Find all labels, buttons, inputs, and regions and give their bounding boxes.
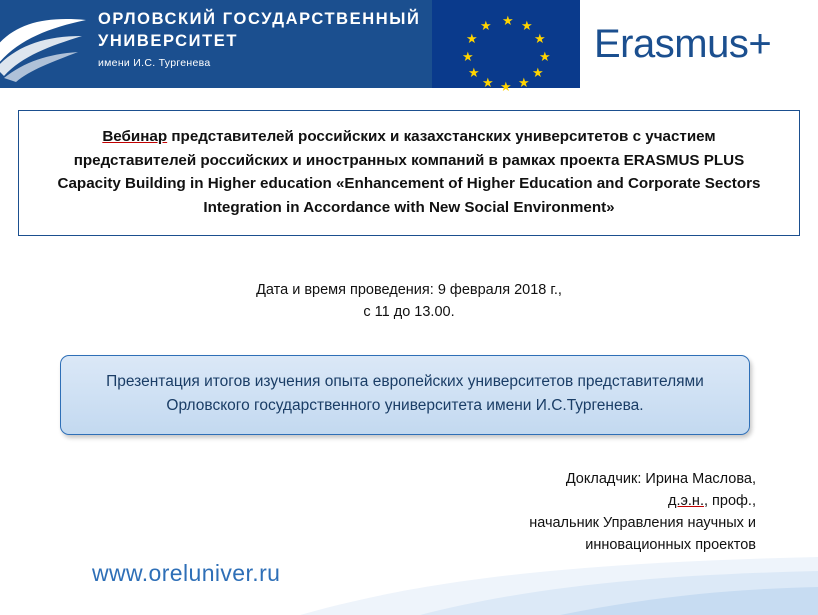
university-banner xyxy=(0,0,432,88)
university-name-line3: имени И.С. Тургенева xyxy=(98,57,211,69)
title-underlined-word: Вебинар xyxy=(102,128,168,145)
date-line: Дата и время проведения: 9 февраля 2018 г., xyxy=(256,282,562,298)
speaker-name: Докладчик: Ирина Маслова, xyxy=(565,471,756,487)
university-name-line2: УНИВЕРСИТЕТ xyxy=(98,32,239,50)
wave-swoosh-icon xyxy=(0,6,100,82)
speaker-degree-rest: , проф., xyxy=(703,493,756,510)
speaker-position-line1: начальник Управления научных и xyxy=(529,515,756,532)
presentation-highlight-box xyxy=(60,355,750,435)
speaker-degree xyxy=(336,490,756,512)
speaker-degree-abbrev: д.э.н. xyxy=(668,493,704,510)
university-name-line1: ОРЛОВСКИЙ ГОСУДАРСТВЕННЫЙ xyxy=(98,10,421,28)
webinar-title xyxy=(41,125,777,219)
title-rest: представителей российских и казахстанских университетов с участием представителей российских и иностранных компаний в рамках проекта ERASMUS PLUS Capacity Building in Higher education «Enhancement of Higher Education and Corporate Sectors Integration in Accordance with New Social Environment» xyxy=(57,128,761,216)
date-time-block xyxy=(0,280,818,324)
university-name xyxy=(98,10,421,69)
erasmus-wordmark: Erasmus+ xyxy=(594,21,772,66)
title-box xyxy=(18,110,800,236)
website-url[interactable]: www.oreluniver.ru xyxy=(92,560,281,586)
presentation-topic: Презентация итогов изучения опыта европейских университетов представителями Орловского государственного университета имени И.С.Тургенева. xyxy=(106,373,704,415)
page-footer xyxy=(0,523,818,615)
page-header xyxy=(0,0,818,94)
eu-flag-icon: ★ ★ ★ ★ ★ ★ ★ ★ ★ ★ ★ ★ xyxy=(432,0,580,88)
erasmus-banner xyxy=(432,0,818,94)
time-line: с 11 до 13.00. xyxy=(363,303,455,320)
speaker-position-line2: инновационных проектов xyxy=(585,537,756,554)
